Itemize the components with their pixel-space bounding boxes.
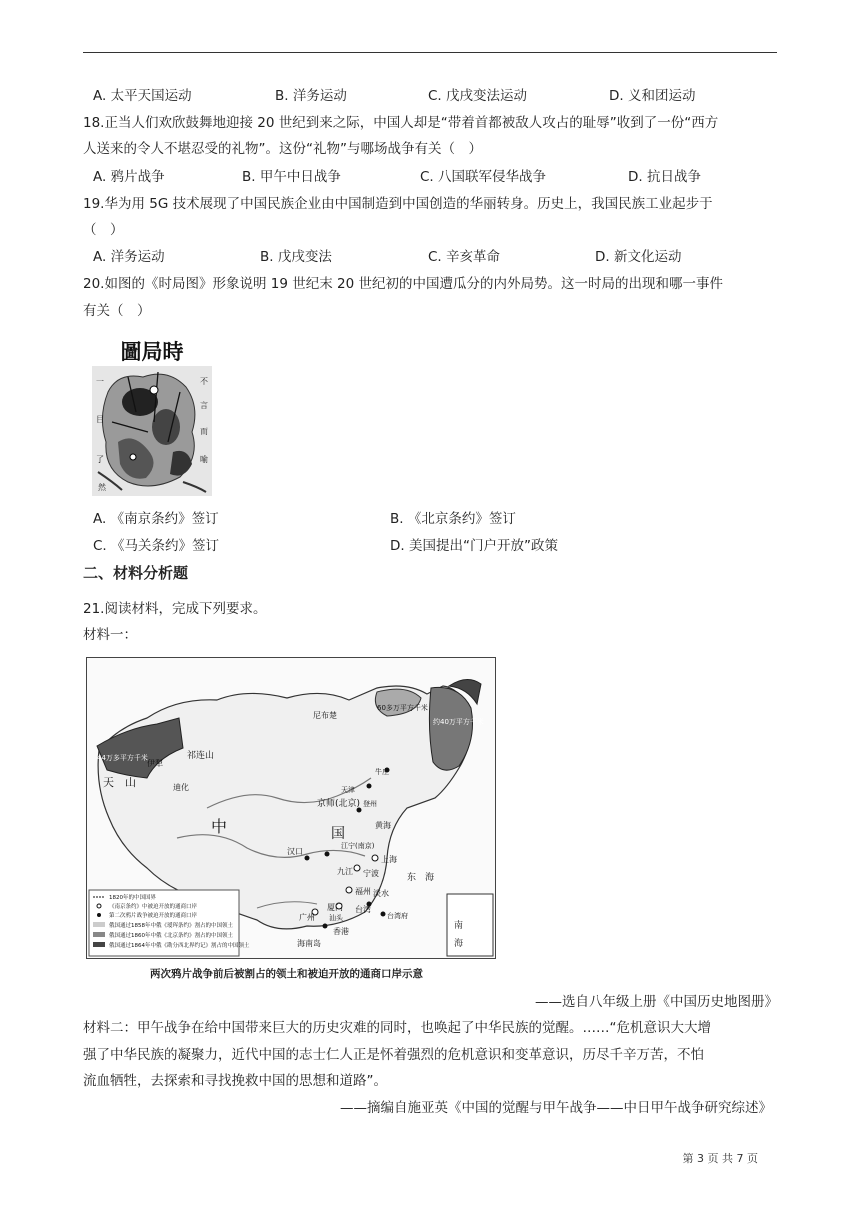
- material2-line2: 强了中华民族的凝聚力，近代中国的志士仁人正是怀着强烈的危机意识和变革意识，历尽千辛万苦，不怕: [83, 1047, 704, 1063]
- material2-source: ——摘编自施亚英《中国的觉醒与甲午战争——中日甲午战争研究综述》: [340, 1100, 772, 1116]
- q19-option-c[interactable]: C. 辛亥革命: [428, 249, 501, 265]
- label-east-sea: 东 海: [407, 873, 435, 883]
- material2-line1: 材料二：甲午战争在给中国带来巨大的历史灾难的同时，也唤起了中华民族的觉醒。……“危机意识大大增: [83, 1020, 711, 1036]
- label-area3: 44万多平方千米: [97, 754, 148, 762]
- q18-stem-line1: 18.正当人们欢欣鼓舞地迎接 20 世纪到来之际，中国人却是“带着首都被敌人攻占的耻辱”收到了一份“西方: [83, 115, 719, 131]
- label-dihua: 迪化: [173, 783, 189, 792]
- shijutu-cartoon-image: [88, 332, 216, 500]
- q18-stem-line2: 人送来的令人不堪忍受的礼物”。这份“礼物”与哪场战争有关（ ）: [83, 141, 482, 157]
- legend-item-2: 《南京条约》中被迫开放的通商口岸: [109, 904, 198, 910]
- legend-item-6: 俄国通过1864年中俄《勘分西北界约记》割占的中国领土: [109, 943, 250, 949]
- q19-stem-line1: 19.华为用 5G 技术展现了中国民族企业由中国制造到中国创造的华丽转身。历史上，我国民族工业起步于: [83, 196, 713, 212]
- q20-option-a[interactable]: A. 《南京条约》签订: [93, 511, 219, 527]
- label-tainan: 台湾府: [387, 912, 408, 920]
- label-tianjin: 天津: [341, 786, 355, 794]
- section-title: 二、材料分析题: [83, 564, 189, 582]
- map-drawing: [87, 658, 495, 958]
- svg-text:而: 而: [200, 427, 208, 436]
- label-china: 中: [211, 817, 228, 836]
- label-shanghai: 上海: [381, 855, 397, 864]
- q19-stem-line2: （ ）: [83, 222, 124, 238]
- svg-text:喻: 喻: [200, 455, 208, 464]
- label-nation: 国: [331, 826, 345, 842]
- label-hongkong: 香港: [333, 927, 349, 936]
- svg-text:一: 一: [96, 377, 104, 386]
- svg-text:言: 言: [200, 401, 208, 410]
- material2-line3: 流血牺牲，去探索和寻找挽救中国的思想和道路”。: [83, 1073, 387, 1089]
- q17-option-c[interactable]: C. 戊戌变法运动: [428, 88, 528, 104]
- q18-option-d[interactable]: D. 抗日战争: [628, 169, 701, 185]
- label-nerchinsk: 尼布楚: [313, 711, 337, 720]
- q19-option-b[interactable]: B. 戊戌变法: [260, 249, 332, 265]
- q18-option-b[interactable]: B. 甲午中日战争: [242, 169, 341, 185]
- svg-text:目: 目: [96, 415, 104, 424]
- q18-option-c[interactable]: C. 八国联军侵华战争: [420, 169, 547, 185]
- material1-label: 材料一：: [83, 627, 137, 643]
- q20-option-d[interactable]: D. 美国提出“门户开放”政策: [390, 538, 558, 554]
- material1-source: ——选自八年级上册《中国历史地图册》: [535, 994, 778, 1010]
- label-danshui: 淡水: [373, 889, 389, 898]
- label-nanjing: 江宁(南京): [341, 842, 375, 850]
- label-qilian: 祁连山: [187, 751, 215, 761]
- q18-option-a[interactable]: A. 鸦片战争: [93, 169, 165, 185]
- label-niuzhuang: 牛庄: [375, 768, 389, 776]
- label-yili: 伊犁: [147, 759, 163, 768]
- shijutu-cartoon-drawing: [88, 332, 216, 500]
- page-footer: 第 3 页 共 7 页: [682, 1152, 758, 1165]
- q21-stem: 21.阅读材料，完成下列要求。: [83, 601, 267, 617]
- q19-option-a[interactable]: A. 洋务运动: [93, 249, 165, 265]
- svg-text:然: 然: [98, 483, 106, 492]
- legend-item-1: 1820年的中国国界: [109, 895, 156, 901]
- label-area2: 约40万平方千米: [433, 718, 484, 726]
- q20-option-c[interactable]: C. 《马关条约》签订: [93, 538, 220, 554]
- label-huanghai: 黄海: [375, 821, 391, 830]
- svg-text:不: 不: [200, 377, 208, 386]
- label-taiwan: 台湾: [355, 905, 371, 914]
- label-xiamen: 厦门: [327, 903, 343, 912]
- q17-option-b[interactable]: B. 洋务运动: [275, 88, 347, 104]
- map-caption: 两次鸦片战争前后被割占的领土和被迫开放的通商口岸示意: [150, 968, 423, 980]
- legend-item-4: 俄国通过1858年中俄《瑷珲条约》割占的中国领土: [109, 923, 233, 929]
- header-rule: [83, 52, 777, 53]
- label-fuzhou: 福州: [355, 887, 371, 896]
- q19-option-d[interactable]: D. 新文化运动: [595, 249, 682, 265]
- label-beijing: 京师(北京): [317, 799, 361, 809]
- label-ningbo: 宁波: [363, 869, 379, 878]
- legend-item-5: 俄国通过1860年中俄《北京条约》割占的中国领土: [109, 933, 233, 939]
- q17-option-d[interactable]: D. 义和团运动: [609, 88, 696, 104]
- q17-option-a[interactable]: A. 太平天国运动: [93, 88, 192, 104]
- label-hainan: 海南岛: [297, 939, 321, 948]
- label-dengzhou: 登州: [363, 800, 377, 808]
- label-shantou: 汕头: [329, 914, 343, 922]
- q20-option-b[interactable]: B. 《北京条约》签订: [390, 511, 516, 527]
- legend-item-3: 第二次鸦片战争被迫开放的通商口岸: [109, 913, 198, 919]
- svg-text:了: 了: [96, 455, 104, 464]
- opium-war-map: [86, 657, 496, 959]
- label-jiujiang: 九江: [337, 867, 353, 876]
- label-area1: 60多万平方千米: [377, 704, 428, 712]
- q20-stem-line1: 20.如图的《时局图》形象说明 19 世纪末 20 世纪初的中国遭瓜分的内外局势。这一时局的出现和哪一事件: [83, 276, 723, 292]
- shijutu-title: 圖局時: [120, 339, 184, 364]
- label-tianshan: 天 山: [103, 776, 136, 789]
- label-guangzhou: 广州: [299, 913, 315, 922]
- q20-stem-line2: 有关（ ）: [83, 303, 151, 319]
- label-hankou: 汉口: [287, 847, 303, 856]
- label-south-sea: 南 海: [452, 920, 462, 947]
